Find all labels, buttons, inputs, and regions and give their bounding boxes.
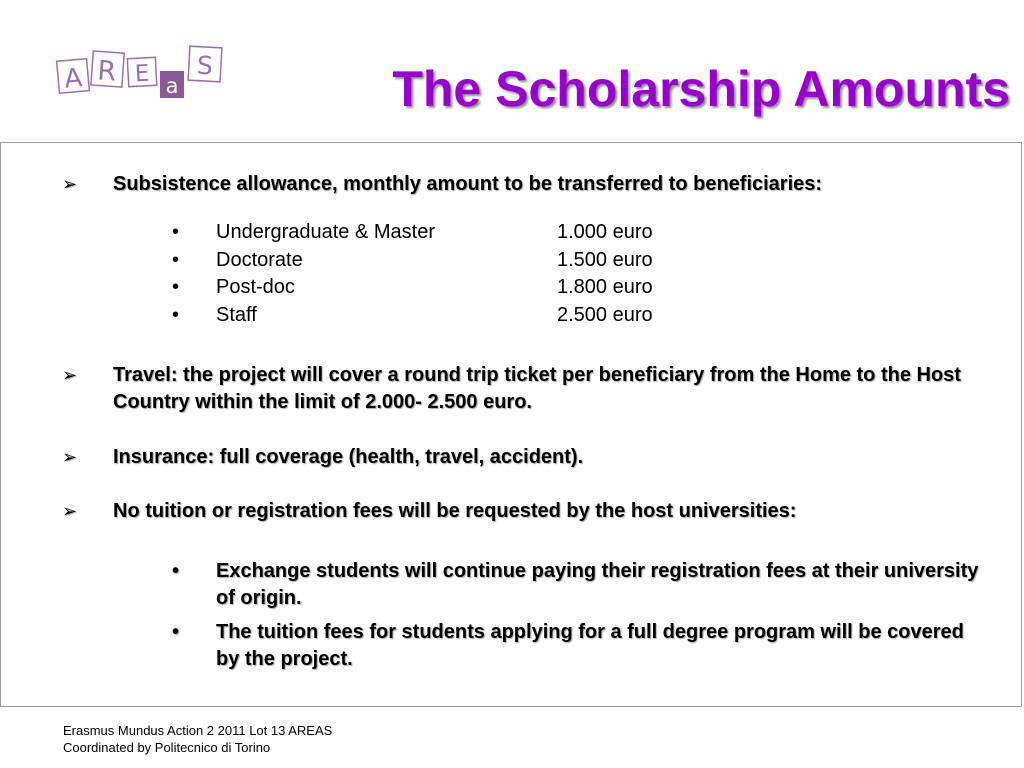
amount-category: Post-doc <box>216 276 295 298</box>
fees-item-text: Exchange students will continue paying their registration fees at their university of origin. <box>216 560 979 609</box>
amount-value: 1.000 euro <box>557 221 653 243</box>
logo-tile-r <box>91 51 124 88</box>
amount-category: Doctorate <box>216 248 303 271</box>
travel-text: Travel: the project will cover a round trip ticket per beneficiary from the Home to the Host Country within the limit of 2.000- 2.500 euro. <box>113 364 961 413</box>
footer-line-2: Coordinated by Politecnico di Torino <box>63 740 271 755</box>
logo-tile-s <box>188 46 222 82</box>
subsistence-heading: Subsistence allowance, monthly amount to be transferred to beneficiaries: <box>113 173 823 195</box>
logo-tile-a-small <box>160 71 184 98</box>
bullet-dot-icon: • <box>172 560 180 582</box>
amount-value: 1.500 euro <box>557 248 653 271</box>
insurance-text: Insurance: full coverage (health, travel, accident). <box>113 446 584 468</box>
insurance-section <box>62 444 992 471</box>
logo-tile-e <box>127 57 156 87</box>
svg-text:A: A <box>63 63 84 95</box>
subsistence-section <box>62 171 992 198</box>
svg-text:S: S <box>196 50 214 81</box>
travel-section <box>62 362 992 416</box>
fees-section <box>62 498 992 525</box>
bullet-dot-icon: • <box>172 303 180 326</box>
fees-item-text: The tuition fees for students applying for a full degree program will be covered by the project. <box>216 621 964 670</box>
bullet-dot-icon: • <box>172 276 180 298</box>
amount-category: Staff <box>216 303 257 326</box>
svg-text:R: R <box>96 55 118 88</box>
footer-line-1: Erasmus Mundus Action 2 2011 Lot 13 AREAS <box>63 723 333 738</box>
amount-value: 1.800 euro <box>557 276 653 298</box>
amount-value: 2.500 euro <box>557 303 653 326</box>
arrow-bullet-icon: ➢ <box>62 501 78 521</box>
svg-text:E: E <box>134 60 151 88</box>
areas-logo <box>55 42 245 102</box>
arrow-bullet-icon: ➢ <box>62 174 78 194</box>
fees-item <box>172 619 992 673</box>
arrow-bullet-icon: ➢ <box>62 447 78 467</box>
bullet-dot-icon: • <box>172 621 180 643</box>
arrow-bullet-icon: ➢ <box>62 365 78 385</box>
footer <box>63 722 332 756</box>
bullet-dot-icon: • <box>172 221 180 243</box>
amount-category: Undergraduate & Master <box>216 221 436 243</box>
bullet-dot-icon: • <box>172 248 180 271</box>
logo-tile-a <box>57 59 90 95</box>
fees-item <box>172 558 992 612</box>
slide-title: The Scholarship Amounts <box>392 61 1010 117</box>
svg-text:a: a <box>165 74 179 98</box>
fees-heading: No tuition or registration fees will be requested by the host universities: <box>113 500 797 522</box>
